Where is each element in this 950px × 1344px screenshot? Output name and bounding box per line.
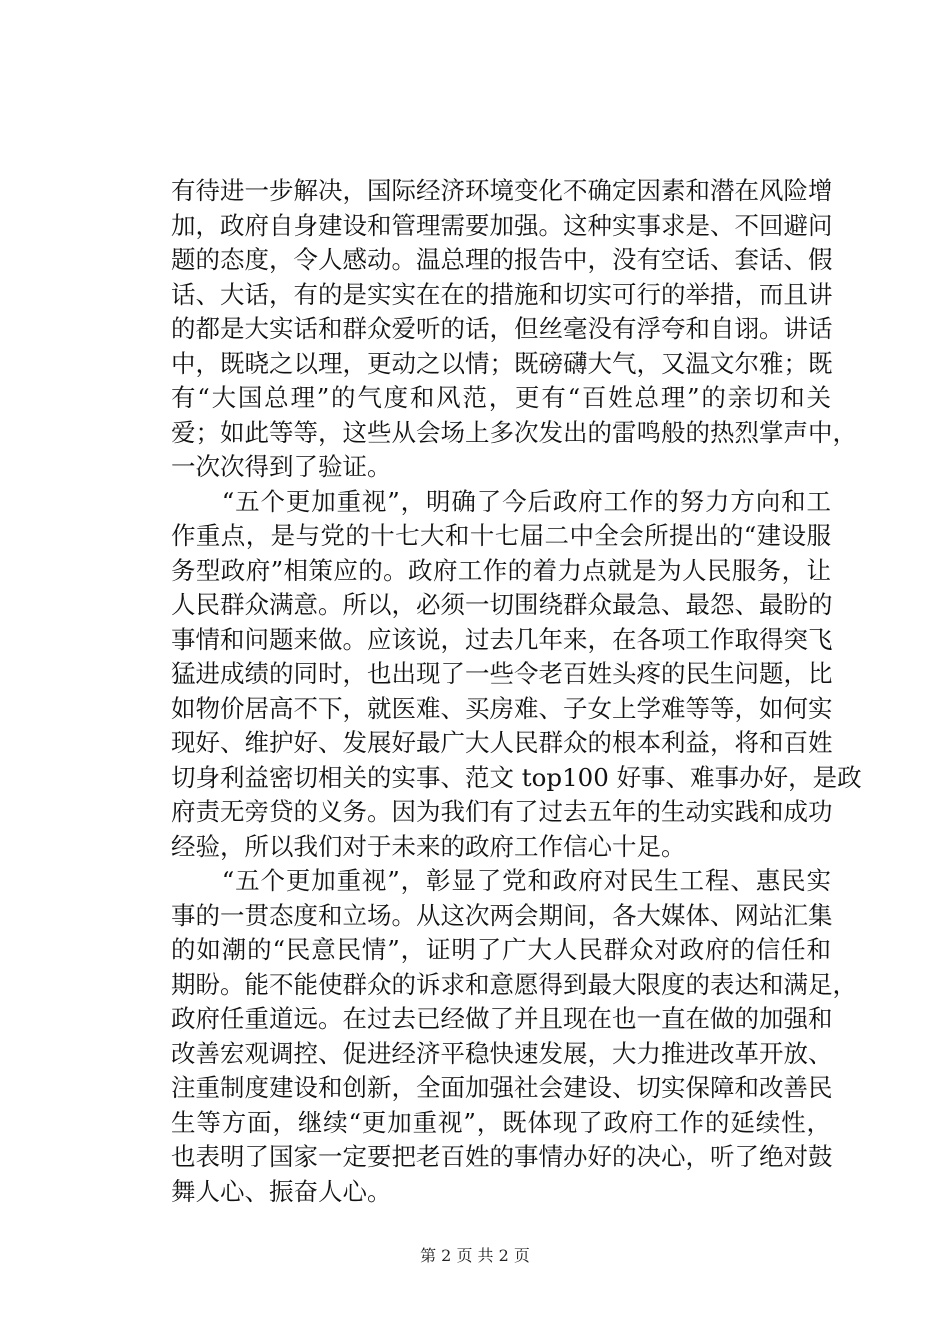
- text-line: 的都是大实话和群众爱听的话，但丝毫没有浮夸和自诩。讲话: [171, 314, 833, 343]
- text-line: 事的一贯态度和立场。从这次两会期间，各大媒体、网站汇集: [171, 900, 833, 930]
- text-line: 政府任重道远。在过去已经做了并且现在也一直在做的加强和: [171, 1004, 833, 1033]
- text-line: 加，政府自身建设和管理需要加强。这种实事求是、不回避问: [171, 210, 833, 240]
- text-line: 注重制度建设和创新，全面加强社会建设、切实保障和改善民: [171, 1073, 833, 1102]
- page-number-footer: 第 2 页 共 2 页: [420, 1246, 530, 1265]
- text-line: 改善宏观调控、促进经济平稳快速发展，大力推进改革开放、: [171, 1038, 833, 1068]
- text-line: 中，既晓之以理，更动之以情；既磅礴大气，又温文尔雅；既: [171, 348, 833, 378]
- text-line: 也表明了国家一定要把老百姓的事情办好的决心，听了绝对鼓: [171, 1142, 833, 1171]
- text-line: 的如潮的“民意民情”，证明了广大人民群众对政府的信任和: [171, 935, 831, 964]
- text-line: 如物价居高不下，就医难、买房难、子女上学难等等，如何实: [171, 693, 833, 723]
- document-body: [171, 174, 862, 1209]
- text-line: 府责无旁贷的义务。因为我们有了过去五年的生动实践和成功: [171, 797, 833, 826]
- text-line: 有待进一步解决，国际经济环境变化不确定因素和潜在风险增: [171, 176, 833, 205]
- text-line: 生等方面，继续“更加重视”，既体现了政府工作的延续性，: [171, 1107, 831, 1137]
- text-line: “五个更加重视”，明确了今后政府工作的努力方向和工: [171, 486, 831, 516]
- paragraph-2: [171, 485, 862, 865]
- text-line: 人民群众满意。所以，必须一切围绕群众最急、最怨、最盼的: [171, 590, 833, 619]
- text-line: 题的态度，令人感动。温总理的报告中，没有空话、套话、假: [171, 245, 833, 274]
- text-line: 话、大话，有的是实实在在的措施和切实可行的举措，而且讲: [171, 279, 833, 309]
- text-line: 作重点，是与党的十七大和十七届二中全会所提出的“建设服: [171, 521, 831, 550]
- paragraph-1: [171, 174, 857, 485]
- text-line: 一次次得到了验证。: [171, 452, 392, 481]
- text-line: 切身利益密切相关的实事、范文 top100 好事、难事办好，是政: [171, 762, 862, 792]
- text-line: 有“大国总理”的气度和风范，更有“百姓总理”的亲切和关: [171, 383, 831, 412]
- text-line: 经验，所以我们对于未来的政府工作信心十足。: [171, 831, 686, 861]
- text-line: 舞人心、振奋人心。: [171, 1176, 392, 1206]
- text-line: 爱；如此等等，这些从会场上多次发出的雷鸣般的热烈掌声中，: [171, 417, 857, 447]
- text-line: 现好、维护好、发展好最广大人民群众的根本利益，将和百姓: [171, 728, 833, 757]
- text-line: “五个更加重视”，彰显了党和政府对民生工程、惠民实: [171, 866, 831, 895]
- paragraph-3: [171, 864, 857, 1209]
- text-line: 事情和问题来做。应该说，过去几年来，在各项工作取得突飞: [171, 624, 833, 654]
- text-line: 猛进成绩的同时，也出现了一些令老百姓头疼的民生问题，比: [171, 659, 833, 688]
- text-line: 务型政府”相策应的。政府工作的着力点就是为人民服务，让: [171, 555, 831, 585]
- text-line: 期盼。能不能使群众的诉求和意愿得到最大限度的表达和满足，: [171, 969, 857, 999]
